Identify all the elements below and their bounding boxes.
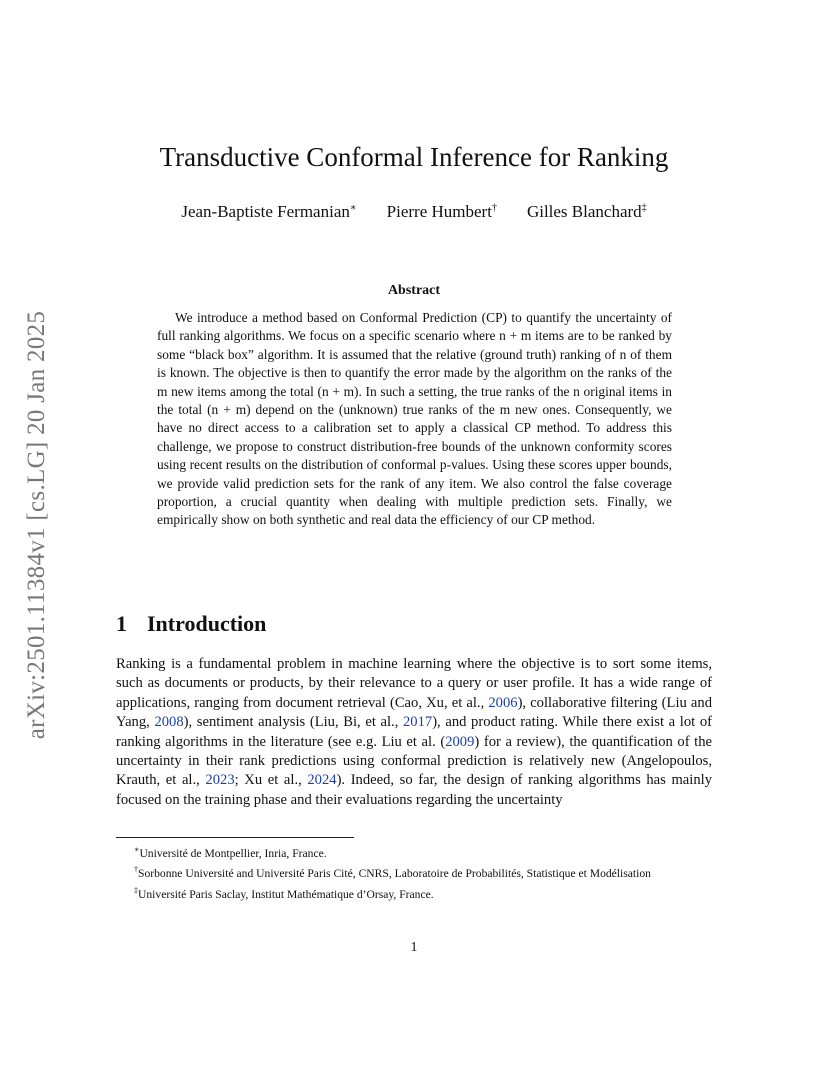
citation-link[interactable]: 2009 [445, 733, 475, 750]
footnote [116, 842, 712, 862]
footnote-text: Université Paris Saclay, Institut Mathématique d’Orsay, France. [138, 887, 434, 901]
author [387, 202, 497, 222]
footnote [116, 883, 712, 903]
author-list [0, 202, 828, 222]
footnote-text: Université de Montpellier, Inria, France. [139, 846, 327, 860]
footnote-mark: ‡ [134, 885, 138, 895]
section-number: 1 [116, 611, 127, 636]
citation-link[interactable]: 2017 [403, 714, 433, 731]
section-title: Introduction [147, 611, 267, 636]
footnotes [116, 842, 712, 903]
page-number: 1 [410, 940, 418, 955]
paragraph-text: Ranking is a fundamental problem in machine learning where the objective is to sort some items, such as documents or products, by their relevance to a query or user profile. It has a wide range of applications, ranging from document retrieval (Cao, Xu, et al., [116, 656, 712, 711]
footnote-mark: ∗ [134, 845, 140, 854]
author-name: Jean-Baptiste Fermanian [181, 202, 350, 221]
author-mark: † [491, 202, 497, 214]
author-mark: ∗ [349, 202, 357, 214]
paragraph-text: ), collaborative filtering (Liu and Yang, [116, 694, 712, 731]
abstract-heading: Abstract [387, 283, 441, 298]
abstract-text: We introduce a method based on Conformal Prediction (CP) to quantify the uncertainty of full ranking algorithms. We focus on a specific scenario where n + m items are to be ranked by some “black box” algorithm. It is assumed that the relative (ground truth) ranking of n of them is known. The objective is then to quantify the error made by the algorithm on the ranks of the m new items among the total (n + m). In such a setting, the true ranks of the n original items in the total (n + m) depend on the (unknown) true ranks of the m new ones. Consequently, we have no direct access to a calibration set to apply a classical CP method. To address this challenge, we propose to construct distribution-free bounds of the unknown conformity scores using recent results on the distribution of conformal p-values. Using these scores upper bounds, we provide valid prediction sets for the rank of any item. We also control the false coverage proportion, a crucial quantity when dealing with multiple prediction sets. Finally, we empirically show on both synthetic and real data the efficiency of our CP method. [157, 310, 672, 528]
arxiv-stamp [24, 290, 50, 760]
citation-link[interactable]: 2023 [205, 772, 235, 789]
author-name: Pierre Humbert [386, 202, 492, 221]
arxiv-stamp-text: arXiv:2501.11384v1 [cs.LG] 20 Jan 2025 [23, 310, 50, 740]
intro-paragraph [116, 655, 712, 810]
author-name: Gilles Blanchard [526, 202, 642, 221]
paragraph-text: ) for a review), the quantification of the uncertainty in their rank predictions using conformal prediction is relatively new (Angelopoulos, Krauth, et al., [116, 733, 712, 789]
paper-title: Transductive Conformal Inference for Ranking [159, 142, 669, 172]
paragraph-text: ; Xu et al., [234, 772, 308, 789]
citation-link[interactable]: 2006 [488, 694, 518, 711]
author-mark: ‡ [641, 202, 647, 214]
paragraph-text: ). Indeed, so far, the design of ranking algorithms has mainly focused on the training phase and their evaluations regarding the uncertainty [116, 772, 712, 808]
citation-link[interactable]: 2024 [307, 772, 337, 789]
paragraph-text: ), and product rating. While there exist a lot of ranking algorithms in the literature (see e.g. Liu et al. ( [116, 714, 712, 750]
author [527, 202, 647, 222]
citation-link[interactable]: 2008 [154, 714, 184, 731]
section-heading [116, 611, 266, 637]
footnote-mark: † [134, 865, 138, 875]
footnote-rule [116, 837, 354, 838]
footnote-text: Sorbonne Université and Université Paris Cité, CNRS, Laboratoire de Probabilités, Statistique et Modélisation [138, 867, 651, 881]
paragraph-text: ), sentiment analysis (Liu, Bi, et al., [183, 714, 403, 731]
footnote [116, 862, 712, 882]
author [181, 202, 356, 222]
